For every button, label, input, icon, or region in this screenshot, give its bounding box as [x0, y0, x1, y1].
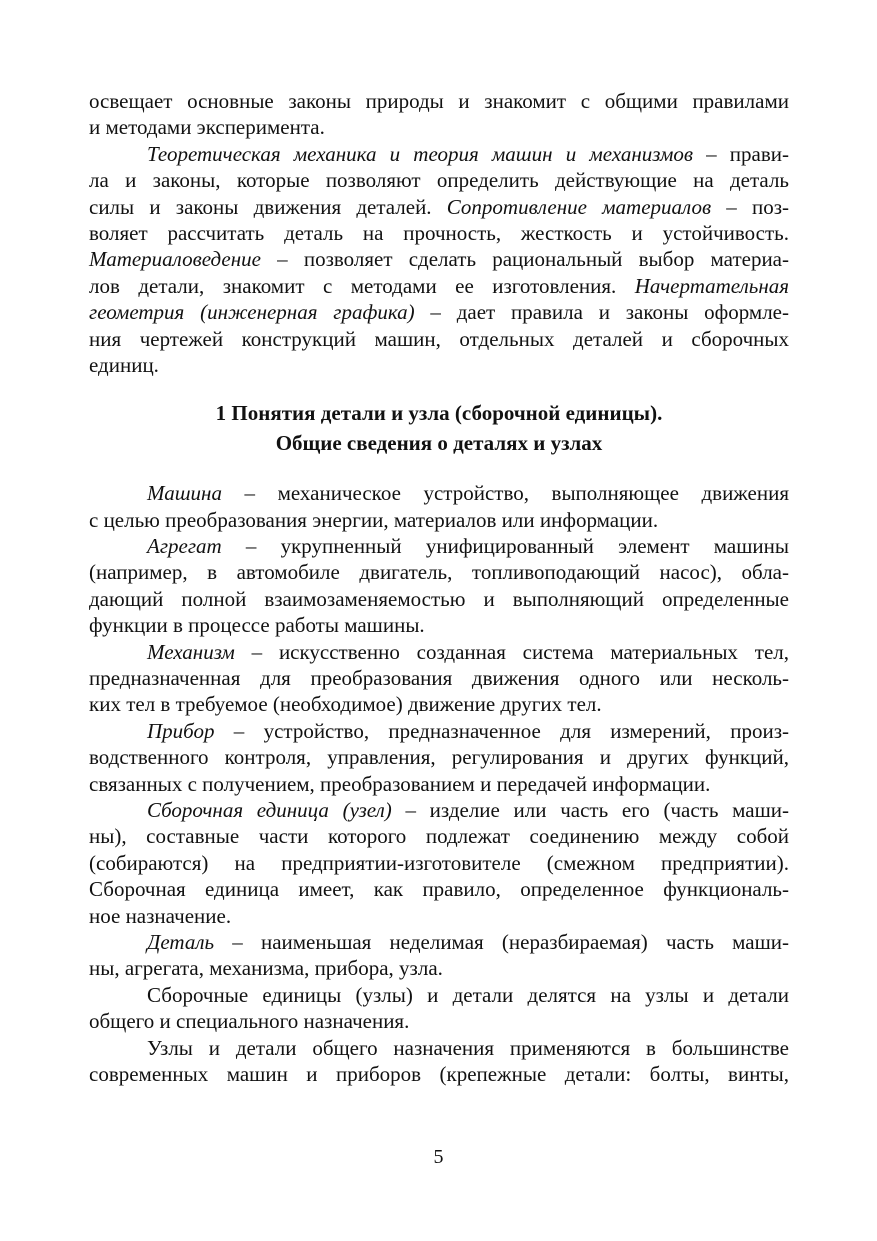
- term-strength-of-materials: Сопротивление материалов: [446, 194, 712, 219]
- text-line: и методами эксперимента.: [89, 115, 325, 140]
- term-aggregate: Агрегат: [147, 534, 222, 559]
- text-line: Агрегат – укрупненный унифицированный элемент машины: [147, 534, 789, 559]
- text-line: воляет рассчитать деталь на прочность, жесткость и устойчивость.: [89, 220, 789, 245]
- text-line: Сборочные единицы (узлы) и детали делятся на узлы и детали: [147, 982, 789, 1007]
- text-line: с целью преобразования энергии, материалов или информации.: [89, 507, 659, 532]
- text-line: ное назначение.: [89, 903, 232, 928]
- text-line: функции в процессе работы машины.: [89, 613, 425, 638]
- term-theoretical-mechanics: Теоретическая механика и теория машин и механизмов: [147, 141, 693, 166]
- text-line: предназначенная для преобразования движения одного или несколь-: [89, 666, 789, 691]
- term-part: Деталь: [147, 929, 215, 954]
- text-line: водственного контроля, управления, регулирования и других функций,: [89, 745, 789, 770]
- text-line: ны, агрегата, механизма, прибора, узла.: [89, 956, 443, 981]
- term-engineering-graphics: геометрия (инженерная графика): [89, 300, 415, 325]
- term-descriptive-geometry: Начертательная: [634, 273, 789, 298]
- term-mechanism: Механизм: [147, 639, 235, 664]
- text-line: Прибор – устройство, предназначенное для измерений, произ-: [147, 718, 789, 743]
- text-line: Материаловедение – позволяет сделать рациональный выбор материа-: [89, 247, 789, 272]
- text-line: связанных с получением, преобразованием и передачей информации.: [89, 771, 711, 796]
- heading-line: Общие сведения о деталях и узлах: [275, 431, 603, 456]
- term-materials-science: Материаловедение: [89, 247, 261, 272]
- text-line: Сборочная единица имеет, как правило, определенное функциональ-: [89, 877, 789, 902]
- text-line: лов детали, знакомит с методами ее изготовления. Начертательная: [89, 273, 789, 298]
- term-machine: Машина: [147, 481, 222, 506]
- text-line: ны), составные части которого подлежат соединению между собой: [89, 824, 789, 849]
- text-line: ния чертежей конструкций машин, отдельных деталей и сборочных: [89, 326, 789, 351]
- page-number: 5: [433, 1146, 444, 1168]
- text-line: (например, в автомобиле двигатель, топливоподающий насос), обла-: [89, 560, 789, 585]
- text-line: Деталь – наименьшая неделимая (неразбираемая) часть маши-: [147, 929, 789, 954]
- text-line: освещает основные законы природы и знакомит с общими правилами: [89, 89, 789, 113]
- text-line: Узлы и детали общего назначения применяются в большинстве: [147, 1035, 789, 1060]
- text-line: Теоретическая механика и теория машин и механизмов – прави-: [147, 141, 789, 166]
- text-line: дающий полной взаимозаменяемостью и выполняющий определенные: [89, 586, 789, 611]
- heading-line: 1 Понятия детали и узла (сборочной единицы).: [215, 401, 663, 426]
- section-heading: [89, 398, 789, 458]
- text-line: Сборочная единица (узел) – изделие или часть его (часть маши-: [147, 797, 789, 822]
- text-line: общего и специального назначения.: [89, 1009, 410, 1034]
- text-line: геометрия (инженерная графика) – дает правила и законы оформле-: [89, 300, 789, 325]
- text-line: силы и законы движения деталей. Сопротивление материалов – поз-: [89, 194, 789, 219]
- text-line: единиц.: [89, 352, 159, 377]
- text-line: Машина – механическое устройство, выполняющее движения: [147, 481, 789, 506]
- text-line: ла и законы, которые позволяют определить действующие на деталь: [89, 168, 789, 193]
- text-line: Механизм – искусственно созданная система материальных тел,: [147, 639, 789, 664]
- intro-paragraph: [89, 88, 789, 378]
- text-line: современных машин и приборов (крепежные детали: болты, винты,: [89, 1061, 789, 1086]
- term-assembly-unit: Сборочная единица (узел): [147, 797, 392, 822]
- definitions: [89, 480, 789, 1087]
- text-line: ких тел в требуемое (необходимое) движение других тел.: [89, 692, 602, 717]
- text-line: (собираются) на предприятии-изготовителе (смежном предприятии).: [89, 850, 789, 875]
- term-device: Прибор: [147, 718, 215, 743]
- document-page: [89, 88, 789, 1087]
